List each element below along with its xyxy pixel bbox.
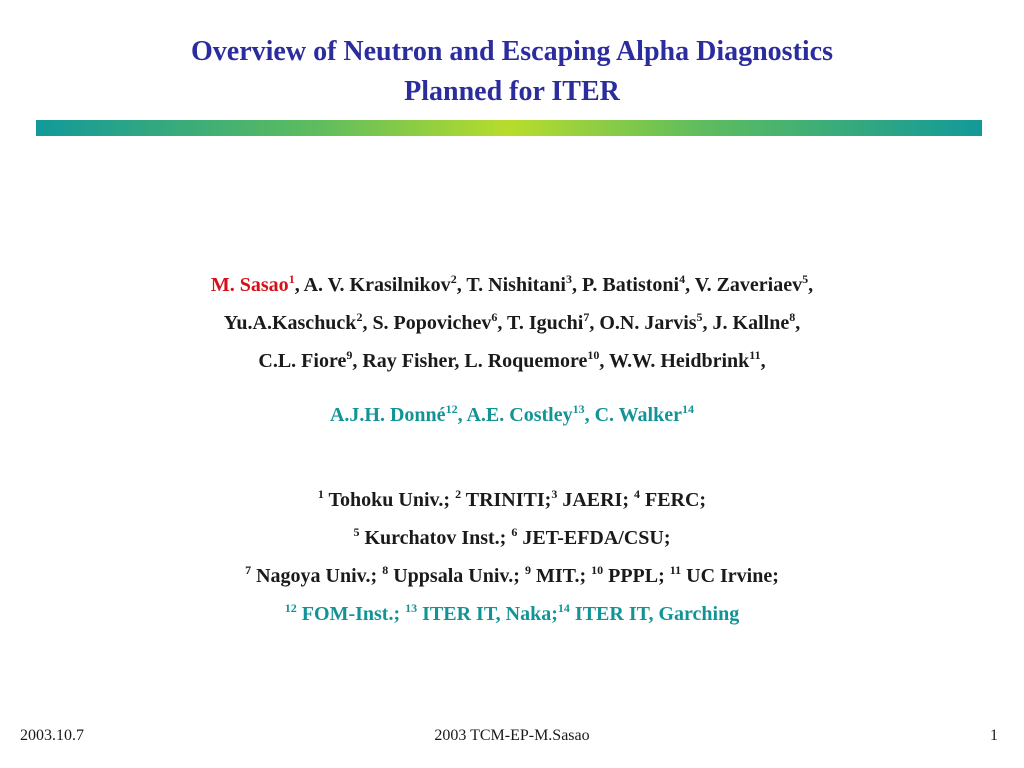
affiliation-line [40, 519, 984, 557]
affiliation-line-highlighted [40, 595, 984, 633]
author-name: V. Zaveriaev [694, 274, 803, 296]
author-affiliation-number: 13 [572, 402, 585, 416]
affiliation-number: 6 [511, 525, 518, 539]
affiliation-number: 12 [284, 601, 297, 615]
author-name: S. Popovichev [372, 312, 492, 334]
author-affiliation-number: 14 [682, 402, 694, 416]
author-name: T. Iguchi [506, 312, 584, 334]
author-name: L. Roquemore [464, 350, 588, 372]
author-affiliation-number: 2 [450, 272, 457, 286]
affiliation-name: UC Irvine; [681, 565, 779, 587]
affiliation-name: ITER IT, Garching [569, 603, 740, 625]
author-line: C.L. Fiore$^9$, Ray Fisher, L. Roquemore$^{10}$, W.W. Heidbrink$^{11}$, [258, 348, 766, 372]
author-affiliation-number: 4 [679, 272, 686, 286]
author-name: P. Batistoni [582, 274, 680, 296]
affiliation-name: FERC; [639, 489, 707, 511]
author-affiliation-number: 3 [566, 272, 572, 286]
author-affiliation-number: 11 [749, 348, 761, 362]
author-name: C. Walker [594, 404, 682, 426]
author-name: W.W. Heidbrink [609, 350, 750, 372]
affiliation-name: Nagoya Univ.; [251, 565, 383, 587]
affiliation-line [40, 481, 984, 519]
footer-presenter: 2003 TCM-EP-M.Sasao [434, 727, 590, 744]
affiliation-number: 4 [633, 487, 640, 501]
author-line: M. Sasao$^1$, A. V. Krasilnikov$^2$, T. Nishitani$^3$, P. Batistoni$^4$, V. Zaveriaev$^5$, [210, 272, 814, 296]
author-affiliation-number: 8 [789, 310, 796, 324]
affiliation-number: 1 [317, 487, 324, 501]
affiliation-name: FOM-Inst.; [296, 603, 406, 625]
title-line-2: Planned for ITER [404, 76, 620, 107]
affiliation-name: JET-EFDA/CSU; [517, 527, 671, 549]
affiliation-list [40, 481, 984, 633]
affiliation-number: 3 [551, 487, 558, 501]
slide-title [60, 32, 964, 112]
author-affiliation-number: 5 [802, 272, 809, 286]
author-name: A.E. Costley [466, 404, 573, 426]
affiliation-number: 10 [591, 563, 604, 577]
author-name: A.J.H. Donné [329, 404, 446, 426]
affiliation-number: 7 [245, 563, 252, 577]
author-affiliation-number: 12 [445, 402, 458, 416]
author-name: J. Kallne [712, 312, 790, 334]
affiliation-name: Kurchatov Inst.; [359, 527, 512, 549]
affiliation-name: ITER IT, Naka; [417, 603, 558, 625]
author-affiliation-number: 10 [587, 348, 600, 362]
author-name: A. V. Krasilnikov [303, 274, 451, 296]
slide-number: 1 [990, 727, 998, 744]
title-line-1: Overview of Neutron and Escaping Alpha Diagnostics [191, 36, 833, 67]
author-affiliation-number: 7 [583, 310, 590, 324]
author-affiliation-number: 5 [696, 310, 703, 324]
author-line-highlighted: A.J.H. Donné$^{12}$, A.E. Costley$^{13}$, C. Walker$^{14}$ [329, 402, 694, 426]
author-name: Ray Fisher [362, 350, 455, 372]
author-list [40, 266, 984, 434]
title-divider-bar [36, 120, 982, 136]
affiliation-name: PPPL; [603, 565, 670, 587]
affiliation-name: Uppsala Univ.; [388, 565, 525, 587]
author-affiliation-number: 9 [346, 348, 353, 362]
author-name: Yu.A.Kaschuck [223, 312, 357, 334]
affiliation-name: Tohoku Univ.; [323, 489, 456, 511]
author-affiliation-number: 2 [356, 310, 363, 324]
author-name: O.N. Jarvis [599, 312, 697, 334]
affiliation-name: TRINITI; [461, 489, 552, 511]
affiliation-number: 2 [455, 487, 462, 501]
affiliation-number: 5 [353, 525, 360, 539]
affiliation-number: 14 [557, 601, 570, 615]
author-name: M. Sasao [210, 274, 289, 296]
author-name: T. Nishitani [466, 274, 566, 296]
affiliation-name: JAERI; [557, 489, 634, 511]
affiliation-number: 11 [669, 563, 682, 577]
affiliation-number: 13 [405, 601, 418, 615]
author-affiliation-number: 1 [288, 272, 295, 286]
affiliation-number: 9 [524, 563, 531, 577]
author-line: Yu.A.Kaschuck$^2$, S. Popovichev$^6$, T. Iguchi$^7$, O.N. Jarvis$^5$, J. Kallne$^8$, [223, 310, 801, 334]
footer-date: 2003.10.7 [20, 727, 84, 744]
affiliation-line [40, 557, 984, 595]
author-name: C.L. Fiore [258, 350, 347, 372]
affiliation-number: 8 [382, 563, 389, 577]
affiliation-name: MIT.; [530, 565, 592, 587]
author-affiliation-number: 6 [491, 310, 498, 324]
